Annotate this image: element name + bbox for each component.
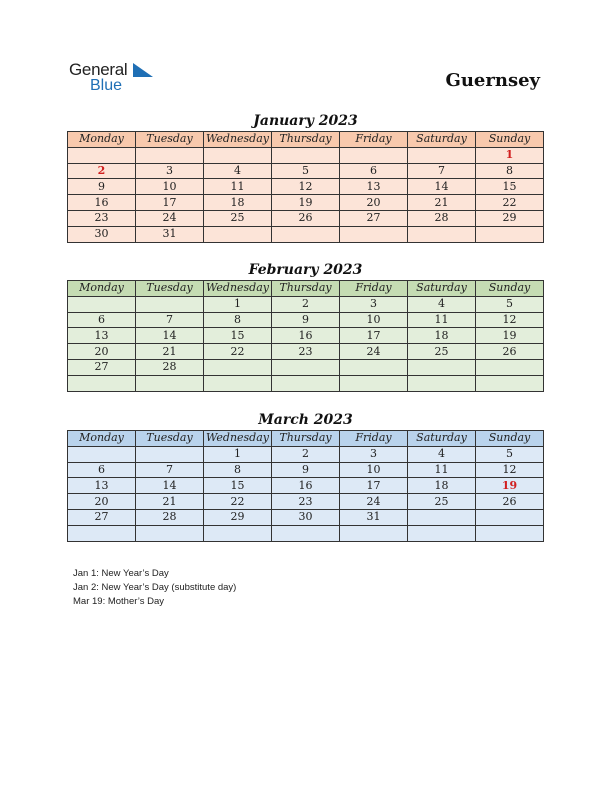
empty-day-cell [204,375,272,391]
day-cell: 1 [204,296,272,312]
generalblue-logo [69,60,159,96]
day-cell: 23 [272,494,340,510]
day-cell: 28 [408,210,476,226]
country-title: Guernsey [445,70,540,91]
empty-day-cell [68,296,136,312]
calendar-grid [67,280,544,392]
day-cell: 30 [272,509,340,525]
empty-day-cell [340,147,408,163]
day-cell: 25 [408,494,476,510]
day-cell: 3 [340,296,408,312]
day-cell: 23 [68,210,136,226]
week-row [68,312,544,328]
empty-day-cell [340,525,408,541]
logo-triangle-icon [133,63,153,77]
day-cell: 6 [68,462,136,478]
week-row [68,163,544,179]
day-cell: 12 [476,462,544,478]
day-cell: 4 [408,446,476,462]
empty-day-cell [408,375,476,391]
empty-day-cell [204,525,272,541]
empty-day-cell [340,226,408,242]
day-cell: 24 [340,494,408,510]
day-cell: 2 [272,446,340,462]
day-cell: 9 [272,462,340,478]
day-cell: 7 [136,462,204,478]
week-row [68,359,544,375]
day-cell: 12 [476,312,544,328]
weekday-header: Sunday [476,431,544,447]
week-row [68,478,544,494]
month-january [67,111,544,243]
weekday-header-row [68,431,544,447]
week-row [68,328,544,344]
week-row [68,179,544,195]
day-cell: 23 [272,344,340,360]
weekday-header: Sunday [476,132,544,148]
week-row [68,195,544,211]
weekday-header-row [68,281,544,297]
day-cell: 21 [136,494,204,510]
day-cell: 20 [340,195,408,211]
weekday-header: Monday [68,132,136,148]
weekday-header: Monday [68,281,136,297]
day-cell: 24 [340,344,408,360]
empty-day-cell [476,359,544,375]
empty-day-cell [68,375,136,391]
day-cell: 5 [476,446,544,462]
day-cell: 11 [408,312,476,328]
empty-day-cell [136,446,204,462]
day-cell: 7 [136,312,204,328]
week-row [68,210,544,226]
weekday-header: Saturday [408,281,476,297]
week-row [68,446,544,462]
month-february [67,260,544,392]
day-cell: 25 [204,210,272,226]
day-cell: 21 [136,344,204,360]
day-cell: 29 [476,210,544,226]
day-cell: 6 [340,163,408,179]
holiday-note: Jan 1: New Year’s Day [73,568,169,579]
day-cell: 13 [68,328,136,344]
holiday-notes [73,567,236,609]
empty-day-cell [68,525,136,541]
week-row [68,525,544,541]
day-cell: 5 [272,163,340,179]
weekday-header: Saturday [408,431,476,447]
weekday-header: Thursday [272,281,340,297]
empty-day-cell [476,509,544,525]
day-cell: 3 [340,446,408,462]
week-row [68,226,544,242]
day-cell: 29 [204,509,272,525]
day-cell: 16 [68,195,136,211]
weekday-header: Tuesday [136,281,204,297]
day-cell: 8 [204,462,272,478]
day-cell: 27 [68,509,136,525]
week-row [68,462,544,478]
day-cell: 31 [136,226,204,242]
empty-day-cell [272,525,340,541]
month-title: January 2023 [253,113,358,129]
day-cell: 13 [68,478,136,494]
day-cell: 15 [204,478,272,494]
day-cell: 26 [476,494,544,510]
day-cell: 22 [204,344,272,360]
weekday-header: Thursday [272,132,340,148]
empty-day-cell [272,226,340,242]
day-cell: 18 [408,328,476,344]
day-cell: 2 [68,163,136,179]
day-cell: 1 [204,446,272,462]
day-cell: 4 [204,163,272,179]
weekday-header: Friday [340,431,408,447]
day-cell: 10 [340,462,408,478]
day-cell: 22 [476,195,544,211]
weekday-header-row [68,132,544,148]
holiday-note: Mar 19: Mother’s Day [73,596,164,607]
day-cell: 20 [68,344,136,360]
day-cell: 27 [340,210,408,226]
empty-day-cell [204,226,272,242]
weekday-header: Friday [340,281,408,297]
day-cell: 15 [476,179,544,195]
day-cell: 19 [476,328,544,344]
weekday-header: Sunday [476,281,544,297]
day-cell: 28 [136,509,204,525]
day-cell: 1 [476,147,544,163]
week-row [68,375,544,391]
empty-day-cell [136,296,204,312]
day-cell: 9 [68,179,136,195]
day-cell: 9 [272,312,340,328]
day-cell: 11 [204,179,272,195]
day-cell: 18 [408,478,476,494]
day-cell: 11 [408,462,476,478]
month-march [67,410,544,542]
weekday-header: Thursday [272,431,340,447]
empty-day-cell [68,147,136,163]
day-cell: 18 [204,195,272,211]
day-cell: 14 [136,478,204,494]
day-cell: 22 [204,494,272,510]
week-row [68,494,544,510]
empty-day-cell [476,525,544,541]
day-cell: 21 [408,195,476,211]
day-cell: 14 [408,179,476,195]
day-cell: 25 [408,344,476,360]
day-cell: 28 [136,359,204,375]
month-title: February 2023 [248,262,363,278]
empty-day-cell [408,359,476,375]
empty-day-cell [408,509,476,525]
empty-day-cell [408,226,476,242]
day-cell: 7 [408,163,476,179]
day-cell: 31 [340,509,408,525]
weekday-header: Wednesday [204,281,272,297]
week-row [68,344,544,360]
logo-text-general: General [69,60,128,79]
day-cell: 12 [272,179,340,195]
day-cell: 10 [136,179,204,195]
empty-day-cell [204,359,272,375]
day-cell: 24 [136,210,204,226]
month-title: March 2023 [258,412,353,428]
day-cell: 16 [272,328,340,344]
week-row [68,509,544,525]
day-cell: 17 [136,195,204,211]
empty-day-cell [408,525,476,541]
week-row [68,147,544,163]
empty-day-cell [136,375,204,391]
day-cell: 13 [340,179,408,195]
empty-day-cell [476,226,544,242]
empty-day-cell [136,525,204,541]
weekday-header: Friday [340,132,408,148]
weekday-header: Tuesday [136,132,204,148]
empty-day-cell [408,147,476,163]
day-cell: 14 [136,328,204,344]
day-cell: 17 [340,478,408,494]
empty-day-cell [272,359,340,375]
weekday-header: Monday [68,431,136,447]
weekday-header: Tuesday [136,431,204,447]
empty-day-cell [272,147,340,163]
day-cell: 15 [204,328,272,344]
day-cell: 19 [272,195,340,211]
day-cell: 3 [136,163,204,179]
weekday-header: Wednesday [204,431,272,447]
day-cell: 19 [476,478,544,494]
empty-day-cell [204,147,272,163]
week-row [68,296,544,312]
day-cell: 16 [272,478,340,494]
day-cell: 27 [68,359,136,375]
empty-day-cell [340,359,408,375]
empty-day-cell [68,446,136,462]
weekday-header: Wednesday [204,132,272,148]
day-cell: 17 [340,328,408,344]
weekday-header: Saturday [408,132,476,148]
empty-day-cell [136,147,204,163]
day-cell: 4 [408,296,476,312]
day-cell: 8 [476,163,544,179]
day-cell: 8 [204,312,272,328]
day-cell: 30 [68,226,136,242]
holiday-note: Jan 2: New Year’s Day (substitute day) [73,582,237,593]
calendar-grid [67,131,544,243]
empty-day-cell [272,375,340,391]
day-cell: 2 [272,296,340,312]
day-cell: 6 [68,312,136,328]
empty-day-cell [476,375,544,391]
logo-text-blue: Blue [90,77,123,94]
day-cell: 10 [340,312,408,328]
day-cell: 5 [476,296,544,312]
empty-day-cell [340,375,408,391]
day-cell: 26 [272,210,340,226]
day-cell: 20 [68,494,136,510]
calendar-grid [67,430,544,542]
day-cell: 26 [476,344,544,360]
